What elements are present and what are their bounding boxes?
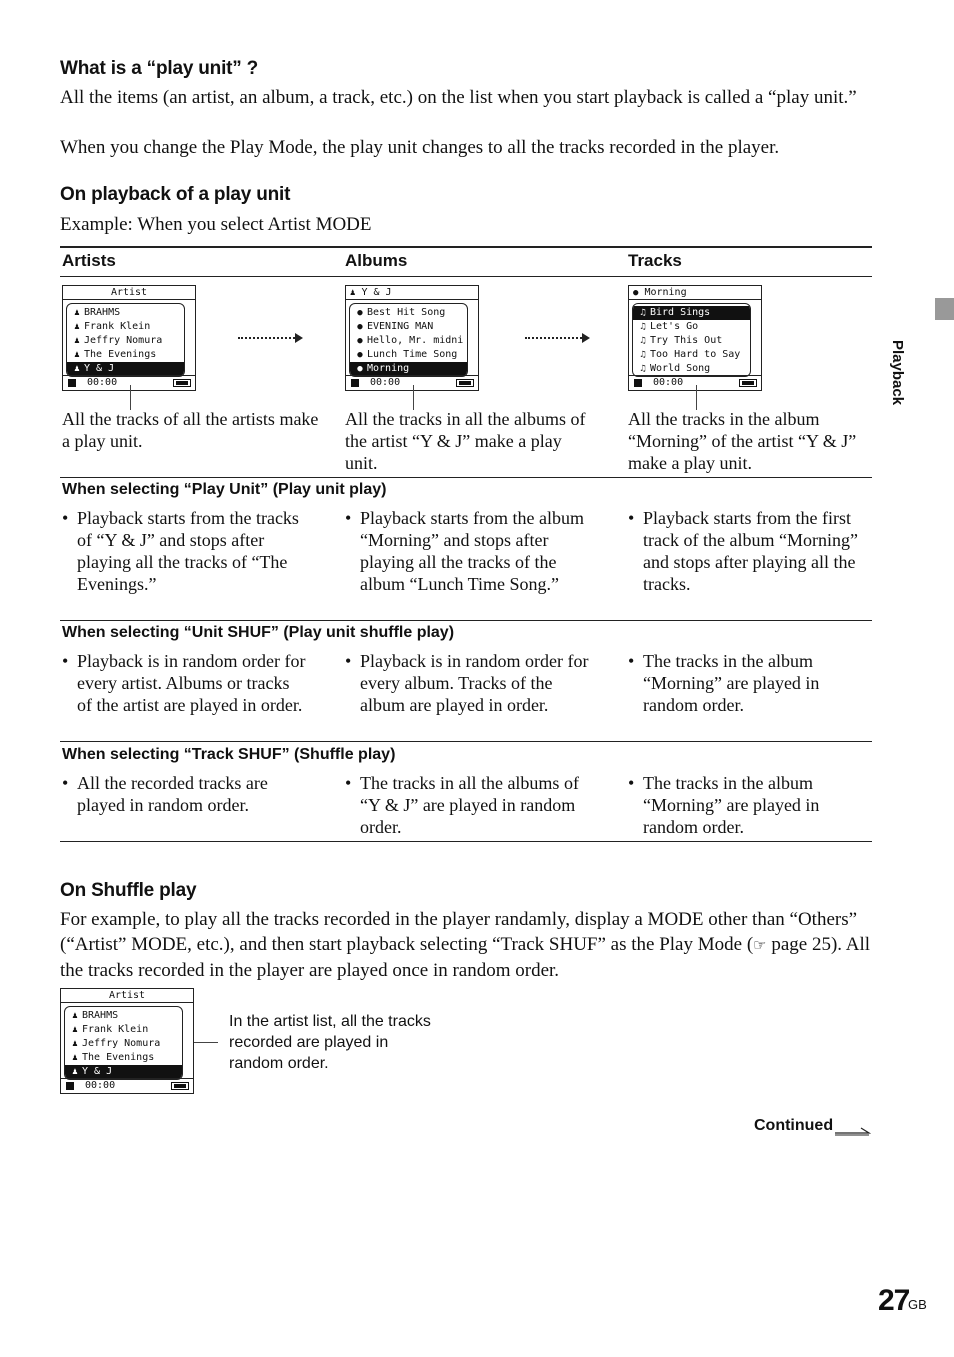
lcd-row-selected: ● Morning [350,362,467,376]
reference-icon: ☞ [753,936,767,954]
lcd-row: ● EVENING MAN [350,320,467,334]
arrow-albums-to-tracks [525,337,582,339]
album-icon: ● [357,336,363,346]
lcd-screen-shuffle-artist-list [60,988,194,1094]
cell-track-shuf-tracks: • The tracks in the album “Morning” are played in random order. [628,772,853,838]
cell-play-unit-artists: • Playback starts from the tracks of “Y & J” and stops after playing all the tracks of “The Evenings.” [62,507,307,595]
album-icon: ● [357,308,363,318]
album-icon: ● [357,322,363,332]
note-icon: ♫ [640,350,646,360]
row-rule [60,741,872,742]
table-top-rule [60,246,872,248]
lcd-screen-track-list [628,285,762,391]
caption-artists: All the tracks of all the artists make a play unit. [62,409,319,451]
lcd-time: 00:00 [85,1080,116,1091]
page-number: 27 [878,1284,910,1317]
battery-icon [456,379,474,387]
note-icon: ♫ [640,322,646,332]
battery-icon [739,379,757,387]
lcd-row: ♟ Frank Klein [67,320,184,334]
stop-icon [351,379,359,387]
lcd-screen-album-list [345,285,479,391]
lcd-list [66,303,185,377]
continued-label: Continued [754,1117,834,1134]
album-icon: ● [357,364,363,374]
side-tab-label: Playback [889,340,906,406]
lcd-title: ● Morning [629,286,761,300]
cell-unit-shuf-albums: • Playback is in random order for every album. Tracks of the album are played in order. [345,650,592,716]
lcd-row-selected: ♟ Y & J [65,1065,182,1079]
cell-unit-shuf-tracks: • The tracks in the album “Morning” are played in random order. [628,650,853,716]
callout-line [130,385,131,410]
person-icon: ♟ [72,1039,78,1049]
lcd-time: 00:00 [653,377,684,388]
cell-play-unit-albums: • Playback starts from the album “Morning” and stops after playing all the tracks of the album “Lunch Time Song.” [345,507,592,595]
callout-line [194,1042,218,1043]
lcd-row: ♟ BRAHMS [65,1009,182,1023]
side-tab-marker [935,298,954,320]
column-header-albums: Albums [345,251,408,270]
person-icon: ♟ [72,1067,78,1077]
battery-icon [171,1082,189,1090]
lcd-row: ♟ Jeffry Nomura [67,334,184,348]
lcd-row: ● Hello, Mr. midni [350,334,467,348]
lcd-row: ♟ BRAHMS [67,306,184,320]
note-icon: ♫ [640,308,646,318]
page-suffix: GB [908,1297,927,1312]
heading-playback-of-play-unit: On playback of a play unit [60,184,291,205]
lcd-screen-artist-list [62,285,196,391]
cell-play-unit-tracks: • Playback starts from the first track of the album “Morning” and stops after playing all the tracks. [628,507,875,595]
column-header-tracks: Tracks [628,251,682,270]
cell-track-shuf-albums: • The tracks in all the albums of “Y & J” are played in random order. [345,772,592,838]
note-icon: ♫ [640,336,646,346]
lcd-row: ♟ The Evenings [67,348,184,362]
cell-unit-shuf-artists: • Playback is in random order for every artist. Albums or tracks of the artist are played in order. [62,650,307,716]
lcd-footer [61,1078,193,1093]
example-label: Example: When you select Artist MODE [60,214,372,235]
stop-icon [634,379,642,387]
person-icon: ♟ [72,1011,78,1021]
lcd-list [349,303,468,377]
lcd-list [632,303,751,377]
lcd-row: ♫ World Song [633,362,750,376]
arrow-artists-to-albums [238,337,295,339]
row-heading-play-unit: When selecting “Play Unit” (Play unit play) [62,481,387,498]
lcd-footer [63,375,195,390]
paragraph-play-unit-definition: All the items (an artist, an album, a track, etc.) on the list when you start playback is called a “play unit.” [60,87,857,108]
person-icon: ♟ [74,322,80,332]
lcd-list [64,1006,183,1080]
lcd-time: 00:00 [370,377,401,388]
lcd-row: ● Best Hit Song [350,306,467,320]
person-icon: ♟ [350,288,356,298]
album-icon: ● [357,350,363,360]
lcd-row: ♫ Try This Out [633,334,750,348]
header-rule [60,276,872,277]
column-header-artists: Artists [62,251,116,270]
heading-play-unit: What is a “play unit” ? [60,58,259,79]
person-icon: ♟ [72,1025,78,1035]
person-icon: ♟ [74,364,80,374]
lcd-row: ♟ Frank Klein [65,1023,182,1037]
row-rule [60,477,872,478]
lcd-title: Artist [63,286,195,300]
heading-shuffle-play: On Shuffle play [60,880,197,901]
battery-icon [173,379,191,387]
person-icon: ♟ [72,1053,78,1063]
stop-icon [68,379,76,387]
shuffle-callout-text: In the artist list, all the tracks recorded are played in random order. [229,1013,431,1072]
stop-icon [66,1082,74,1090]
lcd-row: ♟ Jeffry Nomura [65,1037,182,1051]
lcd-row: ♫ Let's Go [633,320,750,334]
album-icon: ● [633,288,639,298]
caption-albums: All the tracks in all the albums of the artist “Y & J” make a play unit. [345,409,586,473]
paragraph-play-mode-change: When you change the Play Mode, the play unit changes to all the tracks recorded in the player. [60,137,780,158]
callout-line [696,385,697,410]
callout-line [413,385,414,410]
continued-arrow-icon [835,1123,868,1141]
lcd-time: 00:00 [87,377,118,388]
lcd-title: ♟ Y & J [346,286,478,300]
person-icon: ♟ [74,336,80,346]
row-rule [60,620,872,621]
side-tab [886,340,910,420]
lcd-row: ♫ Too Hard to Say [633,348,750,362]
lcd-row: ● Lunch Time Song [350,348,467,362]
lcd-row-selected: ♟ Y & J [67,362,184,376]
caption-tracks: All the tracks in the album “Morning” of the artist “Y & J” make a play unit. [628,409,857,473]
row-heading-track-shuf: When selecting “Track SHUF” (Shuffle play) [62,746,396,763]
lcd-row-selected: ♫ Bird Sings [633,306,750,320]
table-bottom-rule [60,841,872,842]
lcd-row: ♟ The Evenings [65,1051,182,1065]
lcd-footer [346,375,478,390]
lcd-footer [629,375,761,390]
row-heading-unit-shuf: When selecting “Unit SHUF” (Play unit shuffle play) [62,624,455,641]
note-icon: ♫ [640,364,646,374]
paragraph-shuffle-play: For example, to play all the tracks recorded in the player randamly, display a MODE other than “Others” (“Artist” MODE, etc.), and then start playback selecting “Track SHUF” as the Play Mode (☞ page 25). All the tracks recorded in the player are played once in random order. [60,909,871,981]
person-icon: ♟ [74,308,80,318]
lcd-title: Artist [61,989,193,1003]
person-icon: ♟ [74,350,80,360]
cell-track-shuf-artists: • All the recorded tracks are played in random order. [62,772,307,816]
